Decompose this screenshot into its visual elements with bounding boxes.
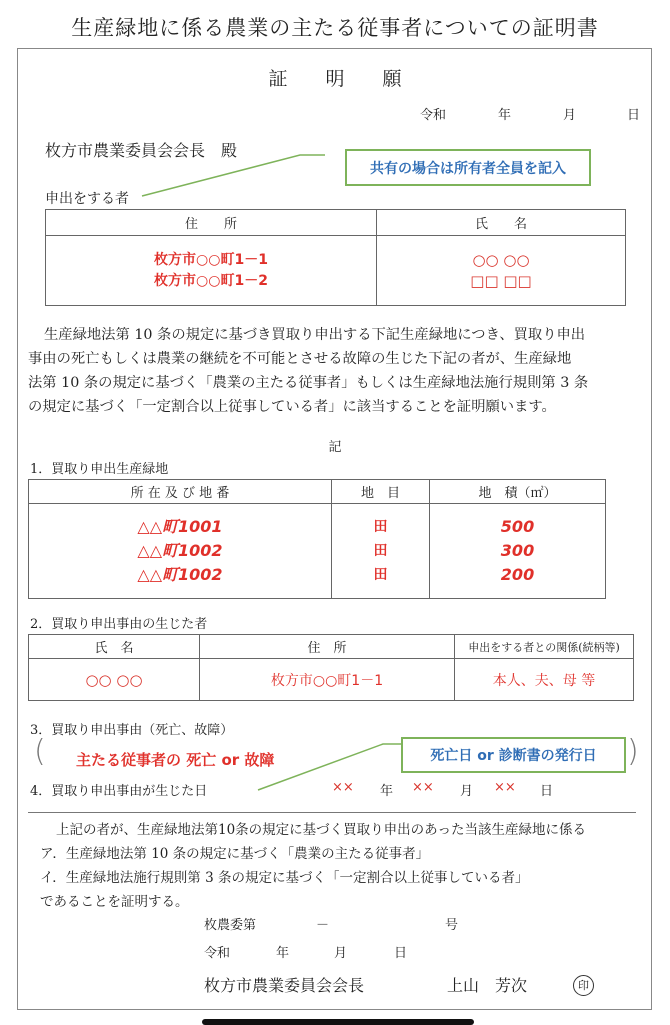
certification-item-i: イ．生産緑地法施行規則第 3 条の規定に基づく「一定割合以上従事している者」 (40, 870, 529, 886)
date-day-label: 日 (627, 108, 641, 123)
header-name: 氏 名 (377, 210, 626, 236)
applicant-name-1: ○○ ○○ (472, 250, 530, 269)
date-month-label: 月 (563, 108, 577, 123)
section4-label: 4．買取り申出事由が生じた日 (30, 784, 208, 799)
land-table (28, 479, 606, 599)
seal-icon: 印 (573, 975, 594, 996)
bracket-close: ) (627, 734, 639, 769)
issue-number-prefix: 枚農委第 (204, 918, 257, 933)
header-address: 住 所 (46, 210, 377, 236)
event-month-label: 月 (460, 784, 474, 799)
callout-date-note: 死亡日 or 診断書の発行日 (401, 737, 626, 773)
section3-label: 3．買取り申出事由（死亡、故障） (30, 723, 234, 738)
certificate-heading: 証 明 願 (268, 68, 402, 90)
applicant-name-2: □□ □□ (470, 271, 532, 290)
event-year-label: 年 (380, 784, 394, 799)
person-table (28, 634, 634, 701)
issue-number-suffix: 号 (445, 918, 459, 933)
issue-number-dash: － (316, 918, 330, 933)
callout-leader-line (140, 150, 340, 200)
applicant-address-1: 枚方市○○町1－1 (154, 251, 268, 268)
land-location-1: △△町1001 (137, 517, 223, 536)
applicant-label: 申出をする者 (45, 191, 129, 207)
section2-label: 2．買取り申出事由の生じた者 (30, 617, 208, 632)
land-category-1: 田 (373, 519, 388, 535)
applicant-table (45, 209, 626, 306)
home-indicator[interactable] (202, 1019, 474, 1025)
date-era: 令和 (420, 108, 447, 123)
callout-owner-note: 共有の場合は所有者全員を記入 (345, 149, 591, 186)
ki-marker: 記 (328, 440, 342, 455)
header-person-name: 氏 名 (29, 635, 200, 659)
issue-date-year: 年 (276, 946, 290, 961)
certification-item-a: ア．生産緑地法第 10 条の規定に基づく「農業の主たる従事者」 (40, 846, 430, 862)
header-relation: 申出をする者との関係(続柄等) (455, 635, 634, 659)
issuer-name: 上山 芳次 (447, 976, 528, 995)
land-area-3: 200 (500, 565, 535, 584)
request-line-3: 法第 10 条の規定に基づく「農業の主たる従事者」もしくは生産緑地法施行規則第 3 条 (28, 375, 589, 391)
event-year-value: ×× (332, 780, 354, 795)
request-line-4: の規定に基づく「一定割合以上従事している者」に該当することを証明願います。 (28, 399, 556, 415)
person-address: 枚方市○○町1－1 (200, 659, 455, 701)
issue-date-day: 日 (394, 946, 408, 961)
applicant-address-2: 枚方市○○町1－2 (154, 272, 268, 289)
land-area-1: 500 (500, 517, 535, 536)
header-location: 所 在 及 び 地 番 (29, 480, 332, 504)
section3-value: 主たる従事者の 死亡 or 故障 (76, 751, 275, 769)
date-year-label: 年 (498, 108, 512, 123)
event-day-label: 日 (540, 784, 554, 799)
bracket-open: ( (34, 734, 46, 769)
request-line-2: 事由の死亡もしくは農業の継続を不可能とさせる故障の生じた下記の者が、生産緑地 (28, 351, 572, 367)
header-person-address: 住 所 (200, 635, 455, 659)
certification-divider (28, 812, 636, 813)
issue-date-era: 令和 (204, 946, 231, 961)
land-location-3: △△町1002 (137, 565, 223, 584)
issue-date-month: 月 (334, 946, 348, 961)
event-month-value: ×× (412, 780, 434, 795)
land-category-2: 田 (373, 543, 388, 559)
addressee: 枚方市農業委員会会長 殿 (45, 141, 238, 160)
request-line-1: 生産緑地法第 10 条の規定に基づき買取り申出する下記生産緑地につき、買取り申出 (44, 327, 586, 343)
issuer-title: 枚方市農業委員会会長 (204, 976, 365, 995)
person-relation: 本人、夫、母 等 (455, 659, 634, 701)
header-area: 地 積（㎡） (430, 480, 606, 504)
certification-line-1: 上記の者が、生産緑地法第10条の規定に基づく買取り申出のあった当該生産緑地に係る (56, 822, 587, 838)
document-title: 生産緑地に係る農業の主たる従事者についての証明書 (71, 16, 599, 40)
section1-label: 1．買取り申出生産緑地 (30, 462, 169, 477)
land-area-2: 300 (500, 541, 535, 560)
request-paragraph (28, 323, 648, 419)
header-category: 地 目 (332, 480, 430, 504)
land-category-3: 田 (373, 567, 388, 583)
person-name: ○○ ○○ (29, 659, 200, 701)
certification-block (40, 818, 660, 914)
certification-closing: であることを証明する。 (40, 894, 189, 910)
land-location-2: △△町1002 (137, 541, 223, 560)
event-day-value: ×× (494, 780, 516, 795)
